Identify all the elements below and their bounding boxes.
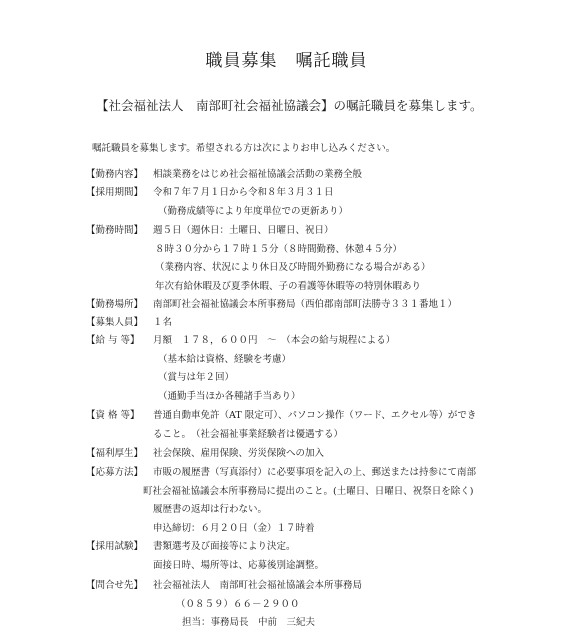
item-line: 町社会福祉協議会本所事務局に提出のこと。(土曜日、日曜日、祝祭日を除く) [143,486,474,497]
item-label: 【給 与 等】 [86,335,140,346]
item-line: 年次有給休暇及び夏季休暇、子の看護等休暇等の特別休暇あり [155,281,422,292]
item-label: 【勤務時間】 [86,225,144,236]
item-line: 社会保険、雇用保険、労災保険への加入 [153,448,325,459]
item-line: 履歴書の返却は行わない。 [153,504,268,515]
item-line: （業務内容、状況により休日及び時間外勤務になる場合がある） [155,262,431,273]
item-line: 市販の履歴書（写真添付）に必要事項を記入の上、郵送または持参にて南部 [153,467,477,478]
item-label: 【採用試験】 [86,541,144,552]
contact-phone: （０８５９）６６－２９００ [176,599,300,610]
item-line: ８時３０分から１７時１５分（８時間勤務、休憩４５分） [155,244,403,255]
subtitle: 【社会福祉法人 南部町社会福祉協議会】の嘱託職員を募集します。 [96,98,483,113]
intro-text: 嘱託職員を募集します。希望される方は次によりお申し込みください。 [92,143,396,154]
item-line: 書類選考及び面接等により決定。 [153,541,296,552]
item-label: 【資 格 等】 [86,410,140,421]
item-line: 面接日時、場所等は、応募後別途調整。 [153,560,325,571]
item-line: （賞与は年２回） [158,372,235,383]
item-label: 【問合せ先】 [86,580,144,591]
page-title: 職員募集 嘱託職員 [205,51,368,71]
item-line: 南部町社会福祉協議会本所事務局（西伯郡南部町法勝寺３３１番地１） [153,299,458,310]
item-line: 社会福祉法人 南部町社会福祉協議会本所事務局 [153,580,363,591]
item-line: （基本給は資格、経験を考慮） [158,354,292,365]
item-line: 申込締切：６月２０日（金）１７時着 [153,523,315,534]
item-label: 【募集人員】 [86,317,144,328]
contact-person: 担当：事務局長 中前 三紀夫 [182,617,316,628]
item-line: 相談業務をはじめ社会福祉協議会活動の業務全般 [153,169,363,180]
item-label: 【勤務場所】 [86,299,144,310]
item-line: ること。 （社会福祉事業経験者は優遇する） [153,429,344,440]
item-line: 週５日（週休日：土曜日、日曜日、祝日） [153,225,334,236]
item-label: 【採用期間】 [86,187,144,198]
item-label: 【勤務内容】 [86,169,144,180]
item-line: 令和７年７月１日から令和８年３月３１日 [153,187,334,198]
item-label: 【応募方法】 [86,467,144,478]
item-label: 【福利厚生】 [86,448,144,459]
item-line: （勤務成績等により年度単位での更新あり） [158,206,349,217]
item-line: （通勤手当ほか各種諸手当あり） [158,391,301,402]
item-line: 月額 １７８，６００円 ～ （本会の給与規程による） [153,335,396,346]
item-line: 普通自動車免許（AT 限定可）、パソコン操作（ワード、エクセル等）ができ [153,410,477,421]
item-line: １名 [153,317,173,328]
